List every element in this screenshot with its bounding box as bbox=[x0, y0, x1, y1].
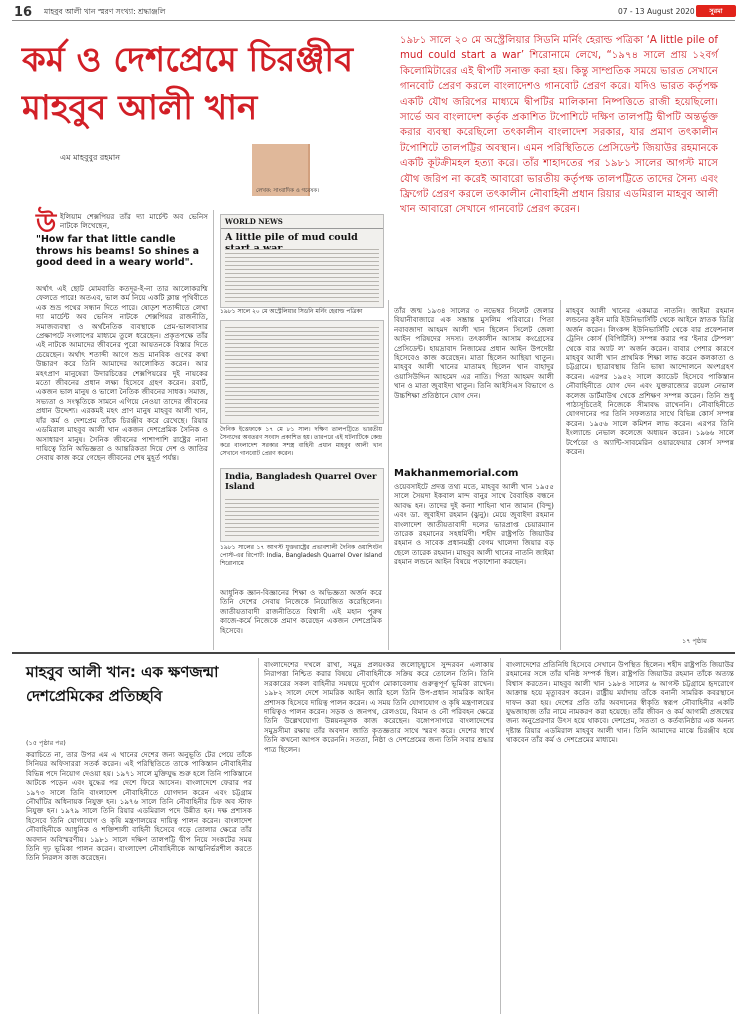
author-caption: লেখক: সাংবাদিক ও গবেষক। bbox=[256, 188, 320, 194]
newspaper-clip-sydney bbox=[220, 214, 384, 308]
page-number: 16 bbox=[14, 5, 33, 20]
clip3-text-lines bbox=[225, 499, 379, 537]
header-rule bbox=[12, 20, 735, 21]
clip3-headline: India, Bangladesh Quarrel Over Island bbox=[225, 472, 377, 492]
shakespeare-quote: "How far that little candle throws his beams! So shines a good deed in a weary world". bbox=[36, 234, 200, 269]
article-body-col1: অর্থাৎ এই ছোট মোমবাতি কতদূর-ই-না তার আলোকরশ্মি ফেলতে পারে! অতএব, ভাল কর্ম নিয়ে একটি ক্লান্ত পৃথিবীতে এক শুভ্র পথের সন্ধান দিতে পারে। ষোড়শ শতাব্দীতে লেখা দ্যা মার্চেন্ট অব ভেনিস নাটকে শেক্সপিয়র রাজনীতি, সমাজব্যবস্থা ও অর্থনৈতিক ব্যবস্থাকে প্রেম-ভালবাসার প্রেক্ষাপটে সংলাপের মাধ্যমে তুলে ধরেছেন। প্রকৃতপক্ষে তাঁর এই নাটকে আমাদের জীবনের পুরো আয়তনকে বিস্তার দিতে চেয়েছেন। অর্থাৎ শতাব্দী আগে শুভ্র মানবিক গুণের কথা উচ্চারণ করে তিনি আমাদের আলোকিত করেন। আর মহৎপ্রাণ মানুষেরা উদারচিত্তের শেক্সপিয়রের দুই নায়কের মতো জীবনের প্রধান লক্ষ্য হিসেবে গ্রহণ করেন। রবার্ট, একজন ভাল মানুষ ও ভালো নৈতিক জীবনের সাধক। সমাজ, সভ্যতা ও সংস্কৃতিকে সামনে এগিয়ে নেওয়া তাদের জীবনের প্রধান উদ্দেশ্য। এরকমই মহৎ প্রাণ মানুষ মাহবুব আলী খান, যাঁর কর্ম ও দেশপ্রেম তাঁকে চিরঞ্জীব করে রেখেছে। রিয়ার এডমিরাল মাহবুব আলী খান একজন দেশপ্রেমিক সৈনিক ও অসাধারণ মানুষ। সৈনিক জীবনের পাশাপাশি রাষ্ট্রের নানা দায়িত্বে তিনি অভিজ্ঞতা ও আন্তরিকতা দিয়ে দেশ ও জাতির সেবায় কাজ করে গেছেন জীবনের শেষ মুহূর্ত পর্যন্ত। bbox=[36, 284, 208, 463]
issue-date: 07 - 13 August 2020 bbox=[618, 7, 695, 16]
newspaper-clip-ittefaq bbox=[220, 320, 384, 424]
highlight-text: ১৯৮১ সালে ২০ মে অস্ট্রেলিয়ার সিডনি মর্নিং হেরাল্ড পত্রিকা ‘A little pile of mud could start a war’ শিরোনামে লেখে, “১৯৭৪ সালে প্রায় ১২বর্গ কিলোমিটারের এই দ্বীপটি সনাক্ত করা হয়। কিন্তু সাম্প্রতিক সময়ে ভারত সেখানে গানবোট প্রেরণ করলে বাংলাদেশও গানবোট প্রেরণ করে। যদিও ভারত কর্তৃপক্ষ একটি যৌথ জরিপের মাধ্যমে দ্বীপটির মালিকানা নিষ্পত্তিতে রাজী হয়েছিলো। সার্ভে অব বাংলাদেশ কর্তৃক প্রকাশিত টপোশিটে দক্ষিণ তালপট্টি দ্বীপটি অন্তর্ভুক্ত করার ব্যবস্থা করেছিলো তৎকালীন বাংলাদেশ সরকার, যার প্রমাণ তৎকালীন টপোশিটে তালপট্টির অবস্থান। এমন পরিস্থিতিতে প্রেসিডেন্ট জিয়াউর রহমানকে একটি কূটক্রীমহল হত্যা করে। তাঁর শাহাদতের পর ১৯৮১ সালের আগস্ট মাসে যৌথ জরিপ না করেই আবারো ভারতীয় কর্তৃপক্ষ তালপট্টিতে তাদের সৈন্য এবং ফ্রিগেট প্রেরণ করলে তৎকালীন নৌবাহিনী প্রধান রিয়ার এডমিরাল মাহবুব আলী খান আবারো সেখানে গানবোট প্রেরণ করেন। bbox=[400, 35, 718, 216]
column-rule bbox=[258, 658, 259, 1014]
column-rule bbox=[560, 300, 561, 650]
article-intro: ইলিয়াম শেক্সপিয়র তাঁর দ্যা মার্চেন্ট অব ভেনিস নাটকে লিখেছেন, bbox=[60, 212, 208, 231]
article-body-col3b: ওয়েবসাইটে প্রদত্ত তথ্য মতে, মাহবুব আলী খান ১৯৫৫ সালে সৈয়দা ইকবাল মান্দ বানুর সাথে বৈবাহিক বন্ধনে আবদ্ধ হন। তাদের দুই কন্যা শাহিনা খান জামান (বিন্দু) এবং ডা. জুবাইদা রহমান (ঝুনু)। মেয়ে জুবাইদা রহমান বাংলাদেশ জাতীয়তাবাদী দলের ভারপ্রাপ্ত চেয়ারম্যান তারেক রহমানের সহধর্মিণী। শহীদ রাষ্ট্রপতি জিয়াউর রহমান ও সাবেক প্রধানমন্ত্রী বেগম খালেদা জিয়ার বড় ছেলে তারেক রহমান। মাহবুব আলী খানের নাতনি জাইমা রহমান লন্ডনে আইন বিষয়ে পড়াশোনা করছেন। bbox=[394, 482, 554, 567]
newspaper-clip-washington bbox=[220, 468, 384, 542]
article-body-col4: মাহবুব আলী খানের একমাত্র নাতনি। জাইমা রহমান লন্ডনের কুইন মারি ইউনিভার্সিটি থেকে আইনে স্নাতক ডিগ্রি অর্জন করেন। লিংকন্স ইউনিভার্সিটি থেকে বার প্রফেশনাল ট্রেনিং কোর্স (বিপিটিসি) সম্পন্ন করার পর ‘ইনার টেম্পল’ থেকে বার অ্যাট ল’ অর্জন করেন। বাবার পেশার কারণে মাহবুব আলী খান প্রাথমিক শিক্ষা লাভ করেন কলকাতা ও চট্টগ্রামে। ছাত্রাবস্থায় তিনি ভাষা আন্দোলনে অংশগ্রহণ করেন। এরপর ১৯৫২ সালে ক্যাডেট হিসেবে পাকিস্তান নৌবাহিনীতে যোগ দেন এবং যুক্তরাজ্যের রয়েল নেভাল কলেজ ডার্টমাউথ থেকে প্রশিক্ষণ সম্পন্ন করেন। তিনি শুধু পাঠ্যসূচিতেই নিজেকে সীমাবদ্ধ রাখেননি। নৌবাহিনীতে যোগদানের পর তিনি সফলতার সাথে বিভিন্ন কোর্স সম্পন্ন করেন। ১৯৫৬ সালে কমিশন লাভ করেন। এরপর তিনি ইংল্যান্ডে নেভাল কলেজে অধ্যয়ন করেন। ১৯৬৬ সালে টর্পেডো ও অ্যান্টি-সাবমেরিন ওয়ারফেয়ার কোর্স সম্পন্ন করেন। bbox=[566, 306, 734, 457]
clip2-text-lines bbox=[225, 327, 379, 419]
drop-cap: উ bbox=[36, 209, 57, 239]
continued-note: ১৭ পৃষ্ঠায় bbox=[682, 637, 707, 645]
clip3-caption: ১৯৮১ সালের ১৭ আগস্ট যুক্তরাষ্ট্রের প্রভাবশালী দৈনিক ওয়াশিংটন পোস্ট-এর রিপোর্ট: India, Bangladesh Quarrel Over Island শিরোনামে bbox=[220, 544, 382, 567]
column-rule bbox=[500, 658, 501, 1014]
website-link[interactable]: Makhanmemorial.com bbox=[394, 468, 519, 479]
main-headline: কর্ম ও দেশপ্রেমে চিরঞ্জীব মাহবুব আলী খান bbox=[22, 40, 354, 128]
page-header bbox=[0, 0, 747, 20]
clip1-caption: ১৯৮১ সালে ২০ মে অস্ট্রেলিয়ার সিডনি মর্নিং হেরাল্ড পত্রিকা bbox=[220, 308, 363, 315]
section2-col2: বাংলাদেশের দখলে রাখা, সমুদ্র প্রলয়ংকর জলোচ্ছ্বাসে সুন্দরবন এলাকায় নিরাপত্তা নিশ্চিত করার বিষয়ে নৌবাহিনীকে সক্রিয় করে তোলেন তিনি। তিনি সরকারের সকল বাহিনীর সমন্বয়ে দুর্যোগ মোকাবেলায় গুরুত্বপূর্ণ ভূমিকা রাখেন। ১৯৮২ সালে দেশে সামরিক আইন জারি হলে তিনি উপ-প্রধান সামরিক আইন প্রশাসক হিসেবে দায়িত্ব পালন করেন। এ সময় তিনি যোগাযোগ ও কৃষি মন্ত্রণালয়ের দায়িত্বও পালন করেন। সড়ক ও জনপথ, রেলওয়ে, বিমান ও নৌ পরিবহন ক্ষেত্রে তিনি উল্লেখযোগ্য উন্নয়নমূলক কাজ করেছেন। বঙ্গোপসাগরে বাংলাদেশের সমুদ্রসীমা রক্ষায় তাঁর অবদান জাতি কৃতজ্ঞতার সাথে স্মরণ করে। দেশের স্বার্থে তিনি কখনো আপস করেননি। সততা, নিষ্ঠা ও দেশপ্রেমের জন্য তিনি সবার শ্রদ্ধার পাত্র ছিলেন। bbox=[264, 660, 494, 754]
clip-text-lines bbox=[225, 249, 379, 303]
article-body-col3: তাঁর জন্ম ১৯৩৪ সালের ৩ নভেম্বর সিলেট জেলার বিয়ানীবাজারে এক সম্ভ্রান্ত মুসলিম পরিবারে। পিতা নবাবজাদা আহমদ আলী খান ছিলেন সিলেট জেলা আইন পরিষদের সদস্য। তৎকালীন আসাম কংগ্রেসের প্রেসিডেন্ট। হায়দ্রাবাদ নিজামের প্রধান আইন উপদেষ্টা হিসেবেও কাজ করেছেন। মাতা ছিলেন আছিয়া খাতুন। মাহবুব আলী খানের মাতামহ ছিলেন খান বাহাদুর ওয়াসিউদ্দিন আহমেদ এর নাতি। পিতা আহমদ আলী খান ও মাতা জুবাইদা খাতুন। তিনি আইসিএস বিভাগে ও উচ্চশিক্ষা প্রতিষ্ঠানে যোগ দেন। bbox=[394, 306, 554, 400]
clip2-caption: দৈনিক ইত্তেফাকে ১৭ মে ৮১ সাল। দক্ষিণ তালপট্টিতে ভারতীয় সৈন্যদের অবতরণ সংবাদ প্রকাশিত হয়। তারপরে এই ঘটনাটিকে কেন্দ্র করে বাংলাদেশ সরকার সশস্ত্র বাহিনী প্রধান মাহবুব আলী খান সেখানে গানবোট প্রেরণ করেন। bbox=[220, 426, 382, 457]
clip-headline: A little pile of mud could bbox=[225, 232, 358, 243]
section2-col3: বাংলাদেশের প্রতিনিধি হিসেবে সেখানে উপস্থিত ছিলেন। শহীদ রাষ্ট্রপতি জিয়াউর রহমানের সঙ্গে তাঁর ঘনিষ্ঠ সম্পর্ক ছিল। রাষ্ট্রপতি জিয়াউর রহমান তাঁকে অত্যন্ত বিশ্বাস করতেন। মাহবুব আলী খান ১৯৮৪ সালের ৬ আগস্ট চট্টগ্রামে হৃদরোগে আক্রান্ত হয়ে মৃত্যুবরণ করেন। রাষ্ট্রীয় মর্যাদায় তাঁকে বনানী সামরিক কবরস্থানে দাফন করা হয়। দেশের প্রতি তাঁর অবদানের স্বীকৃতি স্বরূপ নৌবাহিনীর একটি যুদ্ধজাহাজ তাঁর নামে নামকরণ করা হয়েছে। তাঁর জীবন ও কর্ম আগামী প্রজন্মের জন্য অনুপ্রেরণার উৎস হয়ে থাকবে। দেশপ্রেম, সততা ও কর্তব্যনিষ্ঠার এক অনন্য দৃষ্টান্ত রিয়ার এডমিরাল মাহবুব আলী খান। তিনি আমাদের মাঝে চিরঞ্জীব হয়ে থাকবেন তাঁর কর্ম ও দেশপ্রেমের মাধ্যমে। bbox=[506, 660, 734, 745]
section2-title: মাহবুব আলী খান: এক ক্ষণজন্মা দেশপ্রেমিকের প্রতিচ্ছবি bbox=[26, 663, 219, 705]
issue-title: মাহবুব আলী খান স্মরণ সংখ্যা: শ্রদ্ধাঞ্জলি bbox=[44, 7, 166, 16]
section-divider bbox=[12, 652, 735, 654]
column-rule bbox=[388, 300, 389, 650]
clip-masthead: WORLD NEWS bbox=[221, 215, 383, 229]
publication-logo: সুরমা bbox=[696, 5, 736, 17]
continued-from: (১৫ পৃষ্ঠার পর) bbox=[26, 739, 66, 747]
section2-col1: করাচিতে না, তার উপর এম এ খানের দেশের জন্য অনুভূতি টের পেয়ে তাঁকে সিনিয়র অফিসাররা সতর্ক করেন। এই পরিস্থিতিতে তাকে পাকিস্তান নৌবাহিনীর বিভিন্ন পদে নিয়োগ দেওয়া হয়। ১৯৭১ সালে মুক্তিযুদ্ধ শুরু হলে তিনি পাকিস্তানে আটকে পড়েন এবং যুদ্ধের পর দেশে ফিরে আসেন। বাংলাদেশে ফেরার পর ১৯৭৩ সালে তিনি বাংলাদেশ নৌবাহিনীতে যোগদান করেন এবং চট্টগ্রাম নৌঘাঁটির অধিনায়ক নিযুক্ত হন। ১৯৭৬ সালে তিনি নৌবাহিনীর চিফ অব স্টাফ নিযুক্ত হন। ১৯৭৯ সালে তিনি রিয়ার এডমিরাল পদে উন্নীত হন। দক্ষ প্রশাসক হিসেবে তিনি যোগাযোগ ও কৃষি মন্ত্রণালয়ের দায়িত্ব পালন করেন। বাংলাদেশ নৌবাহিনীকে আধুনিক ও শক্তিশালী বাহিনী হিসেবে গড়ে তোলার ক্ষেত্রে তাঁর অবদান অবিস্মরণীয়। ১৯৮১ সালে দক্ষিণ তালপট্টি দ্বীপ নিয়ে সংকটের সময় তিনি দৃঢ় ভূমিকা পালন করেন। বাংলাদেশ নৌবাহিনীকে আত্মনির্ভরশীল করতে তিনি নিরলস কাজ করেছেন। bbox=[26, 750, 252, 863]
column-rule bbox=[213, 210, 214, 650]
author-name: এম মাহবুবুর রহমান bbox=[60, 153, 121, 162]
article-body-col2: আধুনিক জ্ঞান-বিজ্ঞানের শিক্ষা ও অভিজ্ঞতা অর্জন করে তিনি দেশের সেবায় নিজেকে নিয়োজিত করেছিলেন। জাতীয়তাবাদী রাজনীতিতে বিশ্বাসী এই মহান পুরুষ কাজে-কর্মে নিজেকে প্রমাণ করেছেন একজন দেশপ্রেমিক হিসেবে। bbox=[220, 588, 382, 635]
